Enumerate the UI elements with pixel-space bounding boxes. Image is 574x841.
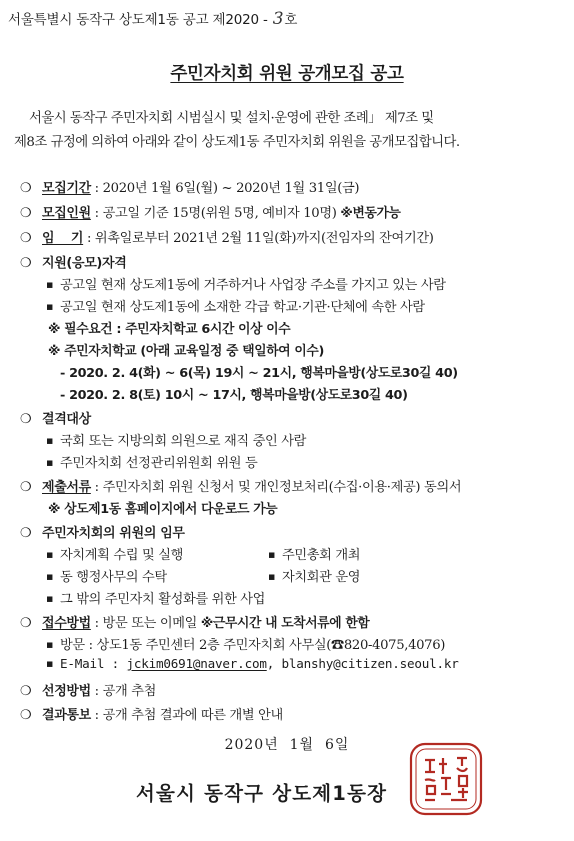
submission-text: : 방문 또는 이메일 (90, 616, 201, 631)
disqualification-item: ▪ 국회 또는 지방의회 의원으로 재직 중인 사람 (46, 434, 307, 449)
circle-marker-icon: ❍ (20, 526, 32, 541)
result-text: : 공개 추첨 결과에 따른 개별 안내 (90, 708, 283, 723)
notice-number-prefix: 서울특별시 동작구 상도제1동 공고 제2020 - (8, 12, 268, 28)
recruit-text: : 공고일 기준 15명(위원 5명, 예비자 10명) (90, 206, 341, 221)
duty-item: ▪ 동 행정사무의 수탁 (46, 570, 167, 585)
section-eligibility (20, 252, 126, 271)
schedule-item: - 2020. 2. 4(화) ~ 6(목) 19시 ~ 21시, 행복마을방(상도로30길 40) (60, 366, 458, 381)
disqualification-item: ▪ 주민자치회 선정관리위원회 위원 등 (46, 456, 258, 471)
section-submission (20, 612, 369, 631)
submission-label: 접수방법 (42, 616, 91, 631)
notice-number-suffix: 호 (284, 12, 298, 28)
square-bullet-icon: ▪ (46, 592, 54, 605)
official-seal-icon (405, 738, 487, 820)
required-condition: ※ 필수요건 : 주민자치학교 6시간 이상 이수 (48, 322, 291, 337)
duty-item: ▪ 자치회관 운영 (268, 570, 361, 585)
square-bullet-icon: ▪ (46, 278, 54, 291)
selection-label: 선정방법 (42, 684, 91, 699)
submission-email: ▪ E-Mail : jckim0691@naver.com, blanshy@citizen.seoul.kr (46, 656, 459, 671)
square-bullet-icon: ▪ (46, 657, 54, 670)
notice-number (8, 8, 297, 29)
section-term (20, 227, 434, 246)
eligibility-item: ▪ 공고일 현재 상도제1동에 소재한 각급 학교·기관·단체에 속한 사람 (46, 300, 425, 315)
square-bullet-icon: ▪ (46, 548, 54, 561)
duty-item: ▪ 주민총회 개최 (268, 548, 361, 563)
autonomy-school-note: ※ 주민자치학교 (아래 교육일정 중 택일하여 이수) (48, 344, 324, 359)
intro-line-2: 제8조 규정에 의하여 아래와 같이 상도제1동 주민자치회 위원을 공개모집합니다. (14, 135, 460, 150)
square-bullet-icon: ▪ (46, 638, 54, 651)
circle-marker-icon: ❍ (20, 708, 32, 723)
disqualification-label: 결격대상 (42, 412, 91, 427)
term-label: 임 기 (42, 231, 84, 246)
circle-marker-icon: ❍ (20, 256, 32, 271)
schedule-item: - 2020. 2. 8(토) 10시 ~ 17시, 행복마을방(상도로30길 40) (60, 388, 408, 403)
period-text: : 2020년 1월 6일(월) ~ 2020년 1월 31일(금) (90, 181, 360, 196)
documents-text: : 주민자치회 위원 신청서 및 개인정보처리(수집·이용·제공) 동의서 (90, 480, 462, 495)
eligibility-item: ▪ 공고일 현재 상도제1동에 거주하거나 사업장 주소를 가지고 있는 사람 (46, 278, 446, 293)
circle-marker-icon: ❍ (20, 181, 32, 196)
result-label: 결과통보 (42, 708, 91, 723)
recruit-note: ※변동가능 (340, 206, 401, 221)
square-bullet-icon: ▪ (46, 434, 54, 447)
term-text: : 위촉일로부터 2021년 2월 11일(화)까지(전임자의 잔여기간) (83, 231, 434, 246)
eligibility-label: 지원(응모)자격 (42, 256, 127, 271)
circle-marker-icon: ❍ (20, 684, 32, 699)
notice-number-handwritten: 3 (272, 9, 284, 29)
intro-paragraph (14, 107, 562, 155)
email-link-2[interactable]: blanshy@citizen.seoul.kr (281, 656, 459, 671)
submission-visit: ▪ 방문 : 상도1동 주민센터 2층 주민자치회 사무실(☎820-4075,4076) (46, 638, 446, 653)
square-bullet-icon: ▪ (46, 570, 54, 583)
email-link-1[interactable]: jckim0691@naver.com (126, 656, 267, 671)
square-bullet-icon: ▪ (268, 548, 276, 561)
section-documents (20, 476, 461, 495)
documents-download-note: ※ 상도제1동 홈페이지에서 다운로드 가능 (48, 502, 278, 517)
page-title: 주민자치회 위원 공개모집 공고 (170, 64, 404, 84)
duty-item: ▪ 그 밖의 주민자치 활성화를 위한 사업 (46, 592, 266, 607)
circle-marker-icon: ❍ (20, 616, 32, 631)
section-disqualification (20, 408, 91, 427)
selection-text: : 공개 추첨 (90, 684, 157, 699)
section-duties (20, 522, 185, 541)
duties-label: 주민자치회의 위원의 임무 (42, 526, 185, 541)
issuer-name: 서울시 동작구 상도제1동장 (136, 782, 388, 805)
section-result (20, 704, 283, 723)
documents-label: 제출서류 (42, 480, 91, 495)
period-label: 모집기간 (42, 181, 91, 196)
circle-marker-icon: ❍ (20, 206, 32, 221)
circle-marker-icon: ❍ (20, 412, 32, 427)
notice-date: 2020년 1월 6일 (224, 737, 350, 753)
circle-marker-icon: ❍ (20, 231, 32, 246)
section-period (20, 177, 359, 196)
circle-marker-icon: ❍ (20, 480, 32, 495)
square-bullet-icon: ▪ (46, 456, 54, 469)
square-bullet-icon: ▪ (268, 570, 276, 583)
section-selection (20, 680, 156, 699)
section-recruit (20, 202, 401, 221)
square-bullet-icon: ▪ (46, 300, 54, 313)
recruit-label: 모집인원 (42, 206, 91, 221)
duty-item: ▪ 자치계획 수립 및 실행 (46, 548, 184, 563)
intro-line-1: 서울시 동작구 주민자치회 시범실시 및 설치·운영에 관한 조례」 제7조 및 (29, 111, 434, 126)
submission-note: ※근무시간 내 도착서류에 한함 (200, 616, 370, 631)
